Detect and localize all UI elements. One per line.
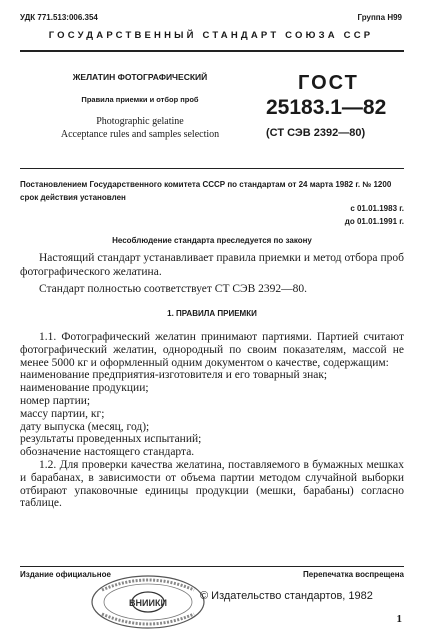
stamp-text: ВНИИКИ [129, 598, 167, 608]
gost-number: 25183.1—82 [266, 96, 387, 119]
period-to: до 01.01.1991 г. [344, 217, 404, 226]
intro-paragraph: Стандарт полностью соответствует СТ СЭВ 2392—80. [39, 283, 308, 295]
clause-1-2: 1.2. Для проверки качества желатина, поставляемого в бумажных мешках и барабанах, в зависимости от объема партии методом случайной выборки отбирают упаковочные единицы продукции (мешки, барабаны) согласно таблице. [20, 458, 404, 510]
section-title: 1. ПРАВИЛА ПРИЕМКИ [167, 309, 257, 318]
publisher-line: © Издательство стандартов, 1982 [200, 590, 373, 602]
header-banner: ГОСУДАРСТВЕННЫЙ СТАНДАРТ СОЮЗА ССР [48, 30, 374, 41]
decree-text: Постановлением Государственного комитета СССР по стандартам от 24 марта 1982 г. № 1200 срок действия установлен [20, 180, 392, 202]
title-ru: ЖЕЛАТИН ФОТОГРАФИЧЕСКИЙ [72, 72, 208, 82]
bottom-rule [20, 566, 404, 567]
title-en: Photographic gelatine [96, 116, 184, 127]
list-item: обозначение настоящего стандарта. [20, 446, 195, 459]
noncompliance-note: Несоблюдение стандарта преследуется по закону [112, 236, 312, 245]
gost-label: ГОСТ [298, 72, 359, 94]
list-item: массу партии, кг; [20, 407, 105, 420]
page-number: 1 [396, 613, 402, 625]
library-stamp-image [88, 572, 208, 632]
list-item: результаты проведенных испытаний; [20, 433, 202, 446]
middle-rule [20, 168, 404, 169]
section-body [20, 331, 404, 510]
top-rule [20, 50, 404, 52]
intro-paragraph: Настоящий стандарт устанавливает правила приемки и метод отбора проб фотографического желатина. [20, 252, 404, 278]
list-item: дату выпуска (месяц, год); [20, 420, 150, 433]
udk-code: УДК 771.513:006.354 [20, 13, 98, 22]
list-item: номер партии; [20, 394, 91, 407]
clause-1-1: 1.1. Фотографический желатин принимают партиями. Партией считают фотографический желатин, однородный по своим показателям, массой не менее 5000 кг и оформленный одним документом о качестве, содержащим: [20, 331, 404, 369]
sev-reference: (СТ СЭВ 2392—80) [266, 127, 366, 139]
list-item: наименование продукции; [20, 382, 149, 395]
reprint-notice: Перепечатка воспрещена [303, 570, 404, 579]
list-item: наименование предприятия-изготовителя и его товарный знак; [20, 369, 328, 382]
subtitle-ru: Правила приемки и отбор проб [81, 95, 199, 104]
subtitle-en: Acceptance rules and samples selection [60, 129, 220, 140]
period-from: с 01.01.1983 г. [350, 204, 404, 213]
official-edition: Издание официальное [20, 570, 111, 579]
group-code: Группа Н99 [357, 13, 402, 22]
